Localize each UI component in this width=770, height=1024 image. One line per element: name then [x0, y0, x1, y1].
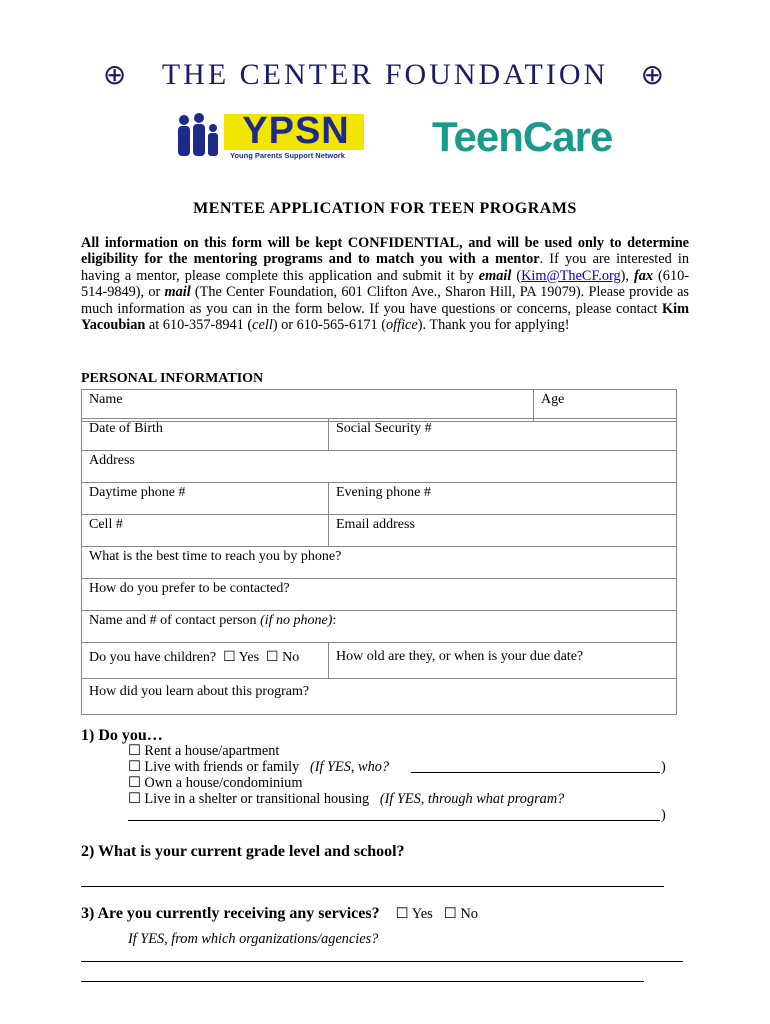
q1-option-shelter — [128, 791, 668, 807]
personal-info-table-2 — [81, 418, 677, 715]
ypsn-subtitle: Young Parents Support Network — [230, 151, 345, 160]
friends-label: Live with friends or family — [144, 759, 300, 775]
age-field[interactable] — [534, 390, 677, 422]
ssn-label: Social Security # — [336, 421, 432, 436]
services-yes-label: Yes — [411, 906, 433, 922]
org-header — [0, 58, 770, 98]
contact-phone-1: at 610-357-8941 ( — [145, 317, 253, 334]
contact-name: Kim Yacoubian — [81, 300, 689, 334]
q2-answer-line[interactable] — [81, 871, 664, 887]
name-field[interactable] — [82, 390, 534, 422]
services-no-label: No — [460, 906, 479, 922]
teencare-wordmark: TeenCare — [432, 113, 613, 160]
evening-phone-label: Evening phone # — [336, 485, 431, 500]
contact-person-colon: : — [332, 613, 337, 628]
email-field[interactable] — [329, 515, 677, 547]
age-label: Age — [541, 392, 565, 407]
q1-option-friends — [128, 759, 668, 775]
checkbox-services-yes[interactable]: ☐ — [395, 906, 409, 922]
checkbox-friends[interactable]: ☐ — [128, 759, 141, 775]
q2-label: 2) What is your current grade level and school? — [81, 843, 405, 860]
intro-bold-lead: All information on this form will be kept CONFIDENTIAL, and will be used only to determine eligibility for the mentoring programs and to match you with a mentor — [81, 235, 689, 268]
children-age-label: How old are they, or when is your due date? — [336, 649, 584, 664]
shelter-answer-row — [128, 807, 668, 825]
children-yes-label: Yes — [238, 650, 260, 665]
checkbox-shelter[interactable]: ☐ — [128, 791, 141, 807]
children-no-label: No — [282, 650, 300, 665]
rent-label: Rent a house/apartment — [144, 743, 280, 759]
address-label: Address — [89, 453, 135, 468]
org-name: THE CENTER FOUNDATION — [161, 58, 609, 91]
q3-label — [81, 905, 478, 923]
shelter-prompt: (If YES, through what program? — [379, 791, 565, 807]
ssn-field[interactable] — [329, 419, 677, 451]
friends-prompt: (If YES, who? — [309, 759, 390, 775]
contact-phone-2: ) or 610-565-6171 ( — [272, 317, 386, 334]
q1-label: 1) Do you… — [81, 727, 163, 744]
email-link[interactable]: Kim@TheCF.org — [521, 267, 621, 284]
children-question: Do you have children? — [89, 650, 217, 665]
shelter-answer-line[interactable] — [128, 807, 660, 821]
mail-label: mail — [164, 284, 191, 301]
q3-question: 3) Are you currently receiving any services? — [81, 905, 380, 922]
q3-answer-line-1[interactable] — [81, 947, 683, 962]
shelter-label: Live in a shelter or transitional housing — [144, 791, 370, 807]
email-field-label: Email address — [336, 517, 415, 532]
daytime-phone-label: Daytime phone # — [89, 485, 186, 500]
fax-number: (610-514-9849), or — [81, 267, 689, 301]
ypsn-logo — [172, 110, 372, 162]
children-age-field[interactable] — [329, 643, 677, 679]
cross-circle-icon: ⊕ — [102, 60, 130, 91]
checkbox-own[interactable]: ☐ — [128, 775, 141, 791]
children-field — [82, 643, 329, 679]
cell-label: cell — [252, 317, 273, 334]
intro-text-1: . If you are interested in having a mentor, please complete this application and submit it by — [81, 251, 689, 284]
email-label: email — [478, 267, 512, 284]
checkbox-children-yes[interactable]: ☐ — [223, 650, 236, 665]
learn-field[interactable] — [82, 679, 677, 715]
page-title: MENTEE APPLICATION FOR TEEN PROGRAMS — [193, 200, 577, 217]
contact-person-label: Name and # of contact person — [89, 613, 261, 628]
friends-answer-line[interactable] — [411, 759, 660, 773]
learn-label: How did you learn about this program? — [89, 684, 310, 699]
daytime-phone-field[interactable] — [82, 483, 329, 515]
ypsn-wordmark: YPSN — [242, 110, 350, 152]
shelter-close-paren: ) — [661, 807, 666, 823]
friends-close-paren: ) — [661, 759, 666, 775]
office-label: office — [385, 317, 418, 334]
personal-info-heading: PERSONAL INFORMATION — [81, 371, 264, 386]
q1-option-rent — [128, 743, 668, 759]
contact-person-note: (if no phone) — [260, 613, 333, 628]
cross-circle-icon: ⊕ — [640, 60, 668, 91]
evening-phone-field[interactable] — [329, 483, 677, 515]
teencare-logo — [432, 110, 613, 164]
dob-field[interactable] — [82, 419, 329, 451]
cell-label: Cell # — [89, 517, 123, 532]
intro-paragraph: All information on this form will be kept CONFIDENTIAL, and will be used only to determine eligibility for the mentoring programs and to match you with a mentor. If you are interested in having a mentor, please complete this application and submit it by email (Kim@TheCF.org), fax (610-514-9849), or mail (The Center Foundation, 601 Clifton Ave., Sharon Hill, PA 19079). Please provide as much information as you can in the form below. If you have questions or concerns, please contact Kim Yacoubian at 610-357-8941 (cell) or 610-565-6171 (office). Thank you for applying! — [81, 235, 689, 334]
best-time-label: What is the best time to reach you by phone? — [89, 549, 342, 564]
contact-person-field[interactable] — [82, 611, 677, 643]
checkbox-rent[interactable]: ☐ — [128, 743, 141, 759]
mail-address: (The Center Foundation, 601 Clifton Ave., Sharon Hill, PA 19079). Please provide as much information as you can in the form below. If you have questions or concerns, please contact — [81, 284, 689, 317]
q1-option-own — [128, 775, 668, 791]
q3-followup: If YES, from which organizations/agencies? — [128, 931, 379, 947]
checkbox-services-no[interactable]: ☐ — [443, 906, 457, 922]
fax-label: fax — [633, 267, 654, 284]
best-time-field[interactable] — [82, 547, 677, 579]
checkbox-children-no[interactable]: ☐ — [266, 650, 279, 665]
own-label: Own a house/condominium — [144, 775, 303, 791]
name-label: Name — [89, 392, 123, 407]
closing-text: ). Thank you for applying! — [417, 317, 570, 334]
q1-options — [128, 743, 668, 825]
dob-label: Date of Birth — [89, 421, 163, 436]
contact-pref-label: How do you prefer to be contacted? — [89, 581, 290, 596]
q3-answer-line-2[interactable] — [81, 967, 644, 982]
contact-pref-field[interactable] — [82, 579, 677, 611]
cell-field[interactable] — [82, 515, 329, 547]
address-field[interactable] — [82, 451, 677, 483]
